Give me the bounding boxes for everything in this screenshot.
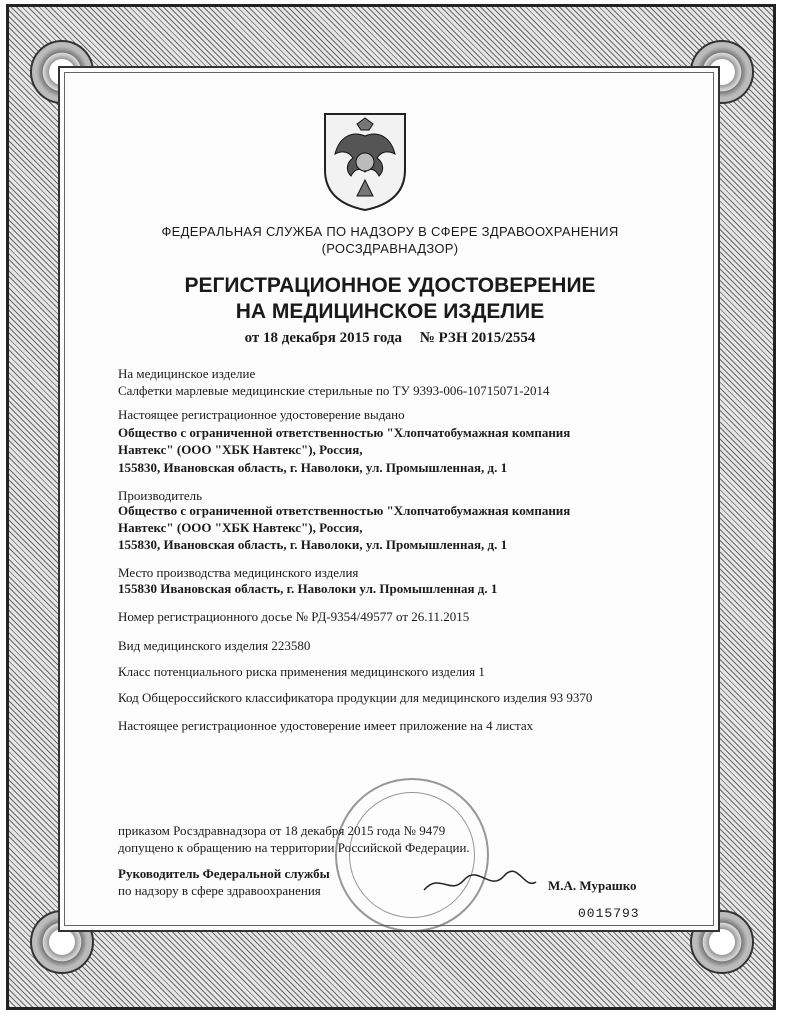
body-line: 155830 Ивановская область, г. Наволоки ул. Промышленная д. 1 <box>118 581 498 596</box>
issue-date-line <box>70 330 710 347</box>
agency-abbreviation: (РОСЗДРАВНАДЗОР) <box>321 241 459 256</box>
body-line: Навтекс" (ООО "ХБК Навтекс"), Россия, <box>118 442 363 457</box>
body-line: Руководитель Федеральной службы <box>118 866 330 881</box>
body-line: Настоящее регистрационное удостоверение выдано <box>118 407 405 422</box>
body-line: по надзору в сфере здравоохранения <box>118 883 321 898</box>
body-line: Общество с ограниченной ответственностью "Хлопчатобумажная компания <box>118 425 571 440</box>
body-line: Салфетки марлевые медицинские стерильные по ТУ 9393-006-10715071-2014 <box>118 383 550 398</box>
agency-name: ФЕДЕРАЛЬНАЯ СЛУЖБА ПО НАДЗОРУ В СФЕРЕ ЗДРАВООХРАНЕНИЯ <box>161 224 619 239</box>
body-line: На медицинское изделие <box>118 366 256 381</box>
body-line: приказом Росздравнадзора от 18 декабря 2015 года № 9479 <box>118 823 446 838</box>
document-title-line1: РЕГИСТРАЦИОННОЕ УДОСТОВЕРЕНИЕ <box>184 274 596 297</box>
signatory-name: М.А. Мурашко <box>548 878 637 893</box>
signature-icon <box>420 868 540 898</box>
registration-number: № РЗН 2015/2554 <box>419 330 536 346</box>
document-title-line2: НА МЕДИЦИНСКОЕ ИЗДЕЛИЕ <box>235 300 545 323</box>
serial-number: 0015793 <box>578 906 640 921</box>
body-line: Навтекс" (ООО "ХБК Навтекс"), Россия, <box>118 520 363 535</box>
issue-date: от 18 декабря 2015 года <box>244 330 402 346</box>
body-line: Общество с ограниченной ответственностью "Хлопчатобумажная компания <box>118 503 571 518</box>
body-line: Настоящее регистрационное удостоверение имеет приложение на 4 листах <box>118 718 534 733</box>
body-line: 155830, Ивановская область, г. Наволоки, ул. Промышленная, д. 1 <box>118 460 508 475</box>
body-line: Вид медицинского изделия 223580 <box>118 638 311 653</box>
coat-of-arms-icon <box>321 110 409 212</box>
body-line: Класс потенциального риска применения медицинского изделия 1 <box>118 664 485 679</box>
body-line: 155830, Ивановская область, г. Наволоки, ул. Промышленная, д. 1 <box>118 537 508 552</box>
body-line: допущено к обращению на территории Российской Федерации. <box>118 840 470 855</box>
body-line: Производитель <box>118 488 203 503</box>
body-line: Номер регистрационного досье № РД-9354/49577 от 26.11.2015 <box>118 609 470 624</box>
body-line: Код Общероссийского классификатора продукции для медицинского изделия 93 9370 <box>118 690 593 705</box>
body-line: Место производства медицинского изделия <box>118 565 359 580</box>
